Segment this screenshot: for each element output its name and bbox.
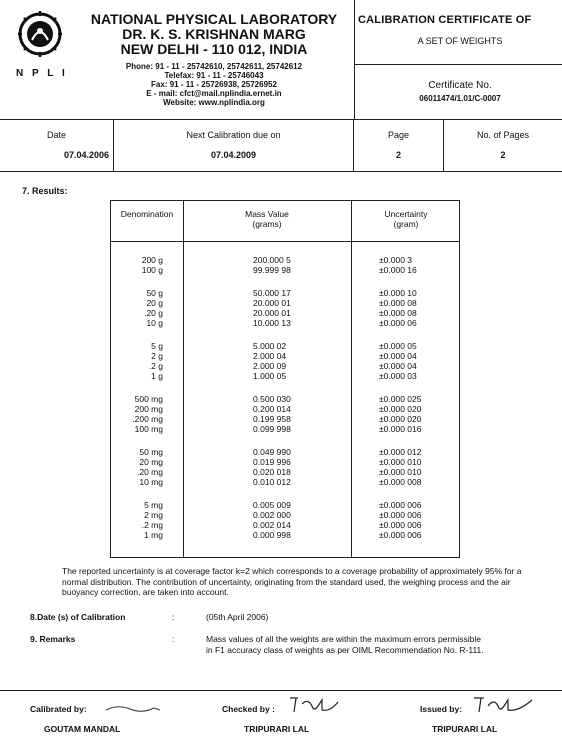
uncertainty-cell: ±0.000 010 [379,457,422,467]
table-row [111,255,461,265]
table-row [111,404,461,414]
date-label: Date [46,130,66,140]
table-row [111,308,461,318]
checked-by-label: Checked by : [222,704,275,714]
denomination-cell: 200 g [141,255,163,265]
mass-value-cell: 5.000 02 [253,341,287,351]
footer-divider [0,690,562,691]
logo-text: N P L I [16,68,68,79]
uncertainty-cell: ±0.000 006 [379,520,422,530]
uncertainty-header-label: Uncertainty [384,209,428,219]
mass-value-header-unit: (grams) [252,219,282,229]
telefax: Telefax: 91 - 11 - 25746043 [164,71,264,80]
denomination-cell: 2 g [151,351,163,361]
uncertainty-cell: ±0.000 06 [379,318,417,328]
remarks-label: 9. Remarks [30,634,76,644]
uncertainty-header [351,209,461,229]
table-row [111,298,461,308]
table-row [111,530,461,540]
mass-value-cell: 0.049 990 [253,447,291,457]
denomination-cell: 5 g [151,341,163,351]
uncertainty-cell: ±0.000 08 [379,308,417,318]
table-row [111,394,461,404]
lab-name-line-3: NEW DELHI - 110 012, INDIA [120,41,308,57]
mass-value-cell: 0.200 014 [253,404,291,414]
mass-value-cell: 1.000 05 [253,371,287,381]
email: E - mail: cfct@mail.nplindia.ernet.in [146,89,282,98]
mass-value-cell: 20.000 01 [253,308,291,318]
pages-value: 2 [500,150,506,160]
table-row [111,457,461,467]
certificate-no-label: Certificate No. [428,80,492,91]
table-row [111,447,461,457]
denomination-cell: 100 mg [134,424,163,434]
uncertainty-cell: ±0.000 03 [379,371,417,381]
uncertainty-cell: ±0.000 04 [379,361,417,371]
uncertainty-cell: ±0.000 16 [379,265,417,275]
issued-by-label: Issued by: [420,704,463,714]
denomination-cell: 2 mg [144,510,163,520]
lab-name [86,12,342,57]
results-title: 7. Results: [22,186,68,196]
remarks-value [206,634,484,655]
uncertainty-cell: ±0.000 006 [379,500,422,510]
denomination-cell: 50 g [146,288,163,298]
table-row [111,467,461,477]
npl-logo-icon [18,10,62,66]
denomination-cell: 20 mg [139,457,163,467]
issued-signature-icon [470,694,540,716]
table-row [111,265,461,275]
date-value: 07.04.2006 [63,150,109,160]
mass-value-cell: 0.020 018 [253,467,291,477]
mass-value-cell: 0.005 009 [253,500,291,510]
table-row [111,341,461,351]
uncertainty-cell: ±0.000 3 [379,255,413,265]
mass-value-cell: 50.000 17 [253,288,291,298]
calibrated-by-label: Calibrated by: [30,704,87,714]
uncertainty-cell: ±0.000 012 [379,447,422,457]
mass-value-cell: 99.999 98 [253,265,291,275]
uncertainty-cell: ±0.000 006 [379,510,422,520]
next-calibration-label: Next Calibration due on [186,130,281,140]
uncertainty-cell: ±0.000 020 [379,404,422,414]
checked-signature-icon [288,694,344,716]
header-divider-horizontal [354,64,562,65]
table-row [111,414,461,424]
table-row [111,351,461,361]
remarks-colon: : [172,634,175,644]
uncertainty-cell: ±0.000 020 [379,414,422,424]
table-row [111,371,461,381]
website: Website: www.nplindia.org [163,98,265,107]
certificate-header [0,0,562,120]
mass-value-cell: 0.002 000 [253,510,291,520]
info-row [0,120,562,172]
uncertainty-cell: ±0.000 025 [379,394,422,404]
uncertainty-cell: ±0.000 10 [379,288,417,298]
denomination-cell: .20 g [144,308,163,318]
table-row [111,477,461,487]
calibration-date-colon: : [172,612,175,622]
mass-value-cell: 10.000 13 [253,318,291,328]
lab-name-line-1: NATIONAL PHYSICAL LABORATORY [90,11,338,27]
next-calibration-cell [114,120,354,172]
denomination-cell: 10 g [146,318,163,328]
denomination-cell: 100 g [141,265,163,275]
mass-value-header-label: Mass Value [245,209,289,219]
page-label: Page [387,130,410,140]
denomination-cell: .20 mg [137,467,163,477]
table-row [111,361,461,371]
uncertainty-cell: ±0.000 08 [379,298,417,308]
denomination-cell: 1 mg [144,530,163,540]
remarks-line-1: Mass values of all the weights are within the maximum errors permissible [206,634,481,644]
calibration-date-value: (05th April 2006) [206,612,269,622]
mass-value-cell: 0.019 996 [253,457,291,467]
uncertainty-cell: ±0.000 010 [379,467,422,477]
uncertainty-cell: ±0.000 008 [379,477,422,487]
certificate-subject: A SET OF WEIGHTS [417,36,503,46]
mass-value-cell: 0.010 012 [253,477,291,487]
mass-value-header [183,209,351,229]
calibrated-signature-icon [104,700,164,716]
mass-value-cell: 0.500 030 [253,394,291,404]
next-calibration-value: 07.04.2009 [210,150,257,160]
table-row [111,510,461,520]
table-row [111,520,461,530]
remarks-line-2: in F1 accuracy class of weights as per OIML Recommendation No. R-111. [206,644,484,655]
mass-value-cell: 2.000 04 [253,351,287,361]
pages-cell [444,120,562,172]
results-table [110,200,460,558]
table-row [111,318,461,328]
denomination-cell: 50 mg [139,447,163,457]
denomination-cell: 10 mg [139,477,163,487]
mass-value-cell: 0.000 998 [253,530,291,540]
calibrated-by-name: GOUTAM MANDAL [44,724,121,734]
denomination-cell: 500 mg [134,394,163,404]
uncertainty-header-unit: (gram) [393,219,419,229]
page-value: 2 [395,150,401,160]
fax: Fax: 91 - 11 - 25726938, 25726952 [151,80,277,89]
phone: Phone: 91 - 11 - 25742610, 25742611, 25742612 [125,62,303,71]
certificate-no: 06011474/1.01/C-0007 [419,94,501,103]
table-header-divider [111,241,459,242]
mass-value-cell: 200.000 5 [253,255,291,265]
table-row [111,424,461,434]
denomination-cell: .2 mg [141,520,163,530]
table-row [111,288,461,298]
mass-value-cell: 0.002 014 [253,520,291,530]
denomination-header: Denomination [120,209,174,219]
contact-details [88,62,340,107]
certificate-title: CALIBRATION CERTIFICATE OF [358,14,532,26]
uncertainty-cell: ±0.000 006 [379,530,422,540]
issued-by-name: TRIPURARI LAL [432,724,498,734]
denomination-cell: 200 mg [134,404,163,414]
denomination-cell: .2 g [148,361,163,371]
checked-by-name: TRIPURARI LAL [244,724,310,734]
mass-value-cell: 0.099 998 [253,424,291,434]
denomination-cell: 5 mg [144,500,163,510]
header-divider-vertical [354,0,355,120]
uncertainty-note: The reported uncertainty is at coverage factor k=2 which corresponds to a coverage probability of approximately 95% for a normal distribution. The contribution of uncertainty, originating from the standard used, the weighing process and the air buoyancy correction, are taken into account. [62,566,522,597]
mass-value-cell: 0.199 958 [253,414,291,424]
uncertainty-cell: ±0.000 04 [379,351,417,361]
date-cell [0,120,114,172]
page-cell [354,120,444,172]
denomination-cell: .200 mg [132,414,163,424]
denomination-cell: 20 g [146,298,163,308]
mass-value-cell: 20.000 01 [253,298,291,308]
pages-label: No. of Pages [476,130,530,140]
uncertainty-cell: ±0.000 016 [379,424,422,434]
calibration-date-label: 8.Date (s) of Calibration [30,612,126,622]
denomination-cell: 1 g [151,371,163,381]
lab-name-line-2: DR. K. S. KRISHNAN MARG [122,26,306,42]
uncertainty-cell: ±0.000 05 [379,341,417,351]
table-row [111,500,461,510]
mass-value-cell: 2.000 09 [253,361,287,371]
